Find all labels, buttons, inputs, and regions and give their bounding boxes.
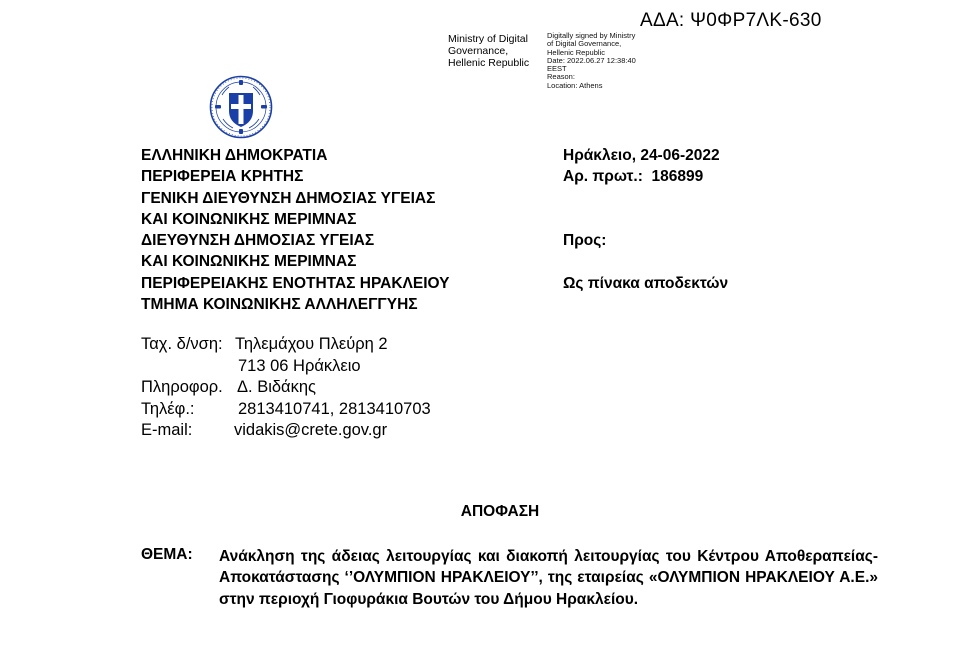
- postal-row: [141, 356, 361, 378]
- signature-detail-line: Digitally signed by Ministry: [547, 31, 636, 40]
- signer-line: Ministry of Digital: [448, 33, 528, 45]
- issuer-line: ΕΛΛΗΝΙΚΗ ΔΗΜΟΚΡΑΤΙΑ: [141, 147, 328, 164]
- place-date: Ηράκλειο, 24-06-2022: [563, 147, 720, 164]
- email-value[interactable]: vidakis@crete.gov.gr: [234, 421, 388, 440]
- digital-signature-details: [547, 32, 636, 90]
- phone-value: 2813410741, 2813410703: [238, 399, 431, 418]
- ada-code: ΑΔΑ: Ψ0ΦΡ7ΛΚ-630: [640, 10, 822, 31]
- hellenic-republic-seal-icon: [209, 75, 273, 139]
- signature-detail-line: Location: Athens: [547, 80, 603, 90]
- to-label: Προς:: [563, 232, 607, 250]
- info-value: Δ. Βιδάκης: [237, 378, 316, 397]
- issuer-line: ΚΑΙ ΚΟΙΝΩΝΙΚΗΣ ΜΕΡΙΜΝΑΣ: [141, 210, 357, 228]
- phone-row: [141, 399, 431, 421]
- issuer-block: [141, 145, 450, 315]
- info-row: [141, 377, 316, 399]
- protocol-label: Αρ. πρωτ.:: [563, 168, 643, 186]
- issuer-line: ΓΕΝΙΚΗ ΔΙΕΥΘΥΝΣΗ ΔΗΜΟΣΙΑΣ ΥΓΕΙΑΣ: [141, 189, 436, 207]
- address-value: Τηλεμάχου Πλεύρη 2: [235, 335, 388, 353]
- issuer-line: ΠΕΡΙΦΕΡΕΙΑ ΚΡΗΤΗΣ: [141, 168, 304, 186]
- recipients: Ως πίνακα αποδεκτών: [563, 274, 729, 292]
- email-row: [141, 420, 388, 442]
- address-label: Ταχ. δ/νση:: [141, 335, 223, 353]
- address-row: [141, 334, 388, 356]
- signer-line: Governance,: [448, 45, 509, 57]
- signature-detail-line: Hellenic Republic: [547, 47, 605, 57]
- signer-line: Hellenic Republic: [448, 57, 530, 69]
- signature-detail-line: Date: 2022.06.27 12:38:40: [547, 55, 636, 65]
- contact-block: [141, 334, 431, 442]
- subject-label: ΘΕΜΑ:: [141, 546, 193, 563]
- signature-detail-line: EEST: [547, 64, 567, 74]
- date-protocol-block: [563, 145, 728, 294]
- issuer-line: ΤΜΗΜΑ ΚΟΙΝΩΝΙΚΗΣ ΑΛΛΗΛΕΓΓΥΗΣ: [141, 296, 418, 314]
- protocol-number: 186899: [651, 168, 704, 186]
- issuer-line: ΔΙΕΥΘΥΝΣΗ ΔΗΜΟΣΙΑΣ ΥΓΕΙΑΣ: [141, 232, 375, 250]
- phone-label: Τηλέφ.:: [141, 399, 195, 418]
- postal-value: 713 06 Ηράκλειο: [238, 356, 361, 375]
- info-label: Πληροφορ.: [141, 378, 223, 397]
- issuer-line: ΠΕΡΙΦΕΡΕΙΑΚΗΣ ΕΝΟΤΗΤΑΣ ΗΡΑΚΛΕΙΟΥ: [141, 274, 450, 292]
- document-title: ΑΠΟΦΑΣΗ: [460, 503, 540, 520]
- subject-text: Ανάκληση της άδειας λειτουργίας και διακοπή λειτουργίας του Κέντρου Αποθεραπείας-Αποκατάστασης ‘’ΟΛΥΜΠΙΟΝ ΗΡΑΚΛΕΙΟΥ’’, της εταιρείας «ΟΛΥΜΠΙΟΝ ΗΡΑΚΛΕΙΟΥ Α.Ε.» στην περιοχή Γιοφυράκια Βουτών του Δήμου Ηρακλείου.: [219, 548, 878, 608]
- protocol-row: [563, 166, 728, 187]
- signature-detail-line: Reason:: [547, 72, 575, 82]
- issuer-line: ΚΑΙ ΚΟΙΝΩΝΙΚΗΣ ΜΕΡΙΜΝΑΣ: [141, 253, 357, 271]
- signature-detail-line: of Digital Governance,: [547, 39, 622, 49]
- email-label: E-mail:: [141, 421, 193, 440]
- digital-signature-signer: [448, 33, 529, 69]
